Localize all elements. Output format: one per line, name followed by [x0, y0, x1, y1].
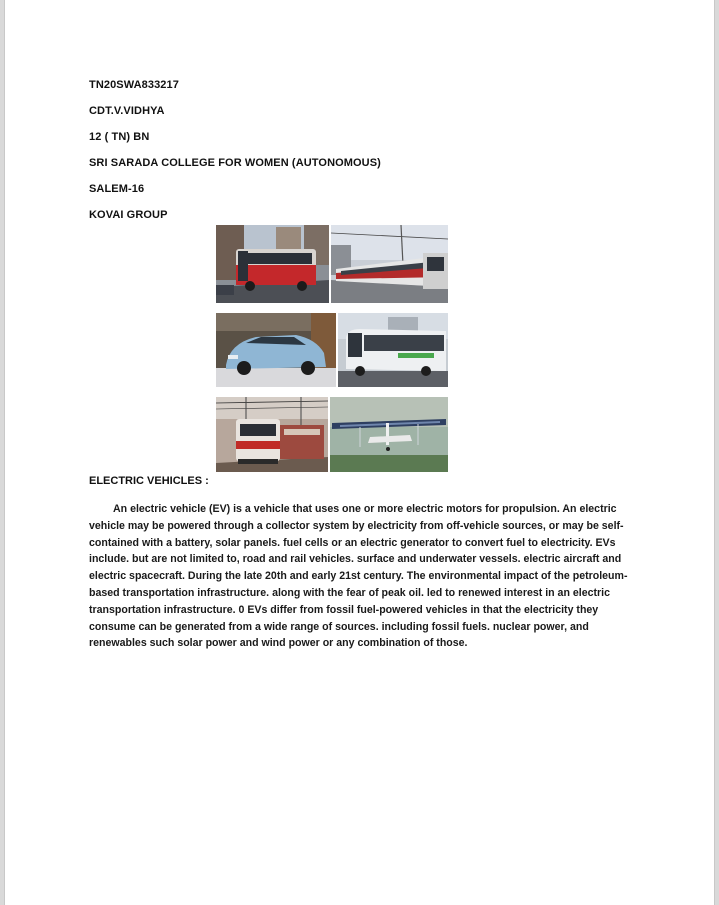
- city: SALEM-16: [89, 183, 145, 195]
- section-paragraph: An electric vehicle (EV) is a vehicle that uses one or more electric motors for propulsion. An electric vehicle may be powered through a collector system by electricity from off-vehicle sources, or may be self- contained with a battery, solar panels. fuel cells or an electric generator to convert fuel to electricity. EVs include. but are not limited to, road and rail vehicles. surface and underwater vessels. electric aircraft and electric spacecraft. During the late 20th and early 21st century. The environmental impact of the petroleum-based transportation infrastructure. along with the fear of peak oil. led to renewed interest in an electric transportation infrastructure. 0 EVs differ from fossil fuel-powered vehicles in that the electricity they consume can be generated from a wide range of sources. including fossil fuels. nuclear power, and renewables such solar power and wind power or any combination of those.: [89, 503, 628, 650]
- document-page: [4, 0, 715, 905]
- registration-number: TN20SWA833217: [89, 79, 179, 91]
- group-name: KOVAI GROUP: [89, 209, 168, 221]
- electric-bus-photo: [216, 225, 329, 303]
- electric-locomotive-photo: [216, 397, 328, 472]
- electric-tram-photo: [331, 225, 448, 303]
- college-name: SRI SARADA COLLEGE FOR WOMEN (AUTONOMOUS): [89, 157, 381, 169]
- solar-aircraft-photo: [330, 397, 448, 472]
- cadet-name: CDT.V.VIDHYA: [89, 105, 165, 117]
- battalion: 12 ( TN) BN: [89, 131, 150, 143]
- electric-city-bus-photo: [338, 313, 448, 387]
- electric-car-photo: [216, 313, 336, 387]
- section-title: ELECTRIC VEHICLES :: [89, 475, 209, 487]
